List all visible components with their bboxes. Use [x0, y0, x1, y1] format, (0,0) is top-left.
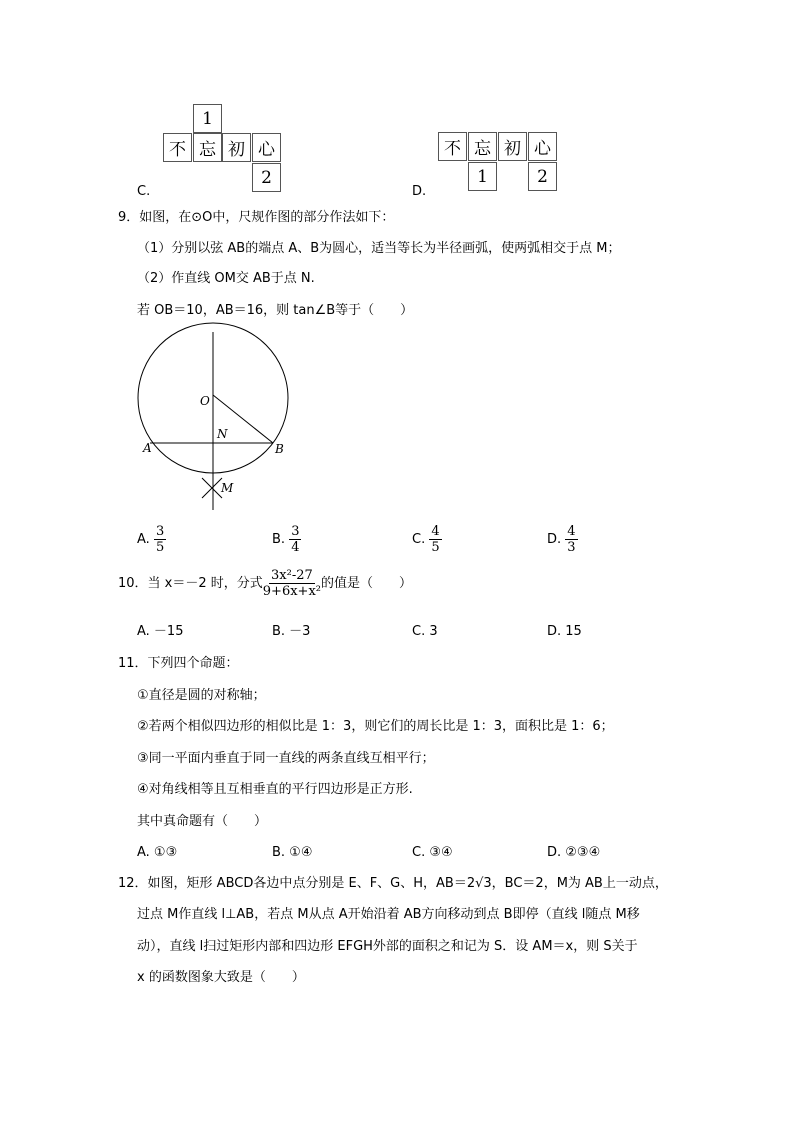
question-text: x 的函数图象大致是（ ） [137, 970, 305, 985]
net-cell: 2 [528, 162, 557, 191]
question-step: （1）分别以弦 AB的端点 A、B为圆心，适当等长为半径画弧，使两弧相交于点 M； [137, 241, 621, 256]
label-a: A [143, 441, 152, 455]
option-label: C. [137, 184, 151, 199]
option-b[interactable]: B. ①④ [272, 845, 313, 860]
net-cell: 初 [498, 132, 527, 161]
option-label: A. [137, 532, 150, 547]
net-cell: 初 [222, 133, 251, 162]
numerator: 3 [155, 524, 165, 539]
denominator: 5 [155, 540, 165, 555]
fraction [565, 524, 577, 555]
proposition: ④对角线相等且互相垂直的平行四边形是正方形. [137, 782, 413, 797]
fraction [289, 524, 301, 555]
option-b[interactable]: B. －3 [272, 624, 311, 639]
option-d[interactable] [547, 524, 578, 555]
net-cell: 2 [252, 163, 281, 192]
denominator: 5 [431, 540, 440, 555]
net-cell: 不 [163, 133, 192, 162]
fraction [429, 524, 441, 555]
proposition: ③同一平面内垂直于同一直线的两条直线互相平行； [137, 751, 435, 766]
denominator: 3 [567, 540, 576, 555]
question-stem: 9．如图，在⊙O中，尺规作图的部分作法如下： [118, 210, 395, 225]
option-a[interactable]: A. ①③ [137, 845, 178, 860]
question-text: 若 OB＝10，AB＝16，则 tan∠B等于（ ） [137, 303, 414, 318]
option-c[interactable] [412, 524, 442, 555]
option-d[interactable]: D. ②③④ [547, 845, 601, 860]
question-10 [118, 568, 412, 599]
option-c[interactable]: C. 3 [412, 624, 438, 639]
label-b: B [275, 442, 284, 456]
net-cell: 1 [468, 162, 497, 191]
option-label: C. [412, 532, 426, 547]
denominator: 4 [291, 540, 300, 555]
label-n: N [217, 427, 228, 441]
numerator: 3 [291, 524, 300, 539]
question-text: 其中真命题有（ ） [137, 814, 268, 829]
net-cell: 忘 [193, 133, 222, 162]
proposition: ①直径是圆的对称轴； [137, 688, 266, 703]
option-label: D. [547, 532, 562, 547]
question-text: 的值是（ ） [320, 576, 412, 591]
question-text: 过点 M作直线 l⊥AB，若点 M从点 A开始沿着 AB方向移动到点 B即停（直线 l随点 M移 [137, 907, 640, 922]
option-d[interactable]: D. 15 [547, 624, 582, 639]
fraction [154, 524, 166, 555]
option-c[interactable]: C. ③④ [412, 845, 453, 860]
circle-figure [130, 320, 300, 520]
question-text: 动），直线 l扫过矩形内部和四边形 EFGH外部的面积之和记为 S．设 AM＝x，则 S关于 [137, 939, 638, 954]
numerator: 4 [431, 524, 440, 539]
label-m: M [221, 481, 234, 495]
option-label: D. [412, 184, 427, 199]
question-stem: 11．下列四个命题： [118, 656, 239, 671]
fraction [263, 568, 321, 599]
question-step: （2）作直线 OM交 AB于点 N. [137, 271, 315, 286]
net-cell: 不 [438, 132, 467, 161]
net-cell: 心 [252, 133, 281, 162]
question-text: 12．如图，矩形 ABCD各边中点分别是 E、F、G、H，AB＝2√3，BC＝2，M为 AB上一动点， [118, 876, 668, 891]
net-cell: 心 [528, 132, 557, 161]
proposition: ②若两个相似四边形的相似比是 1：3，则它们的周长比是 1：3，面积比是 1：6； [137, 719, 614, 734]
net-cell: 1 [193, 104, 222, 133]
option-a[interactable]: A. －15 [137, 624, 184, 639]
option-a[interactable] [137, 524, 166, 555]
option-label: B. [272, 532, 286, 547]
numerator: 4 [567, 524, 576, 539]
arc-marks [202, 478, 222, 498]
label-o: O [200, 394, 210, 408]
option-b[interactable] [272, 524, 301, 555]
numerator: 3x²-27 [271, 568, 313, 583]
net-cell: 忘 [468, 132, 497, 161]
question-text: 10．当 x＝－2 时，分式 [118, 576, 263, 591]
denominator: 9+6x+x² [262, 584, 321, 599]
